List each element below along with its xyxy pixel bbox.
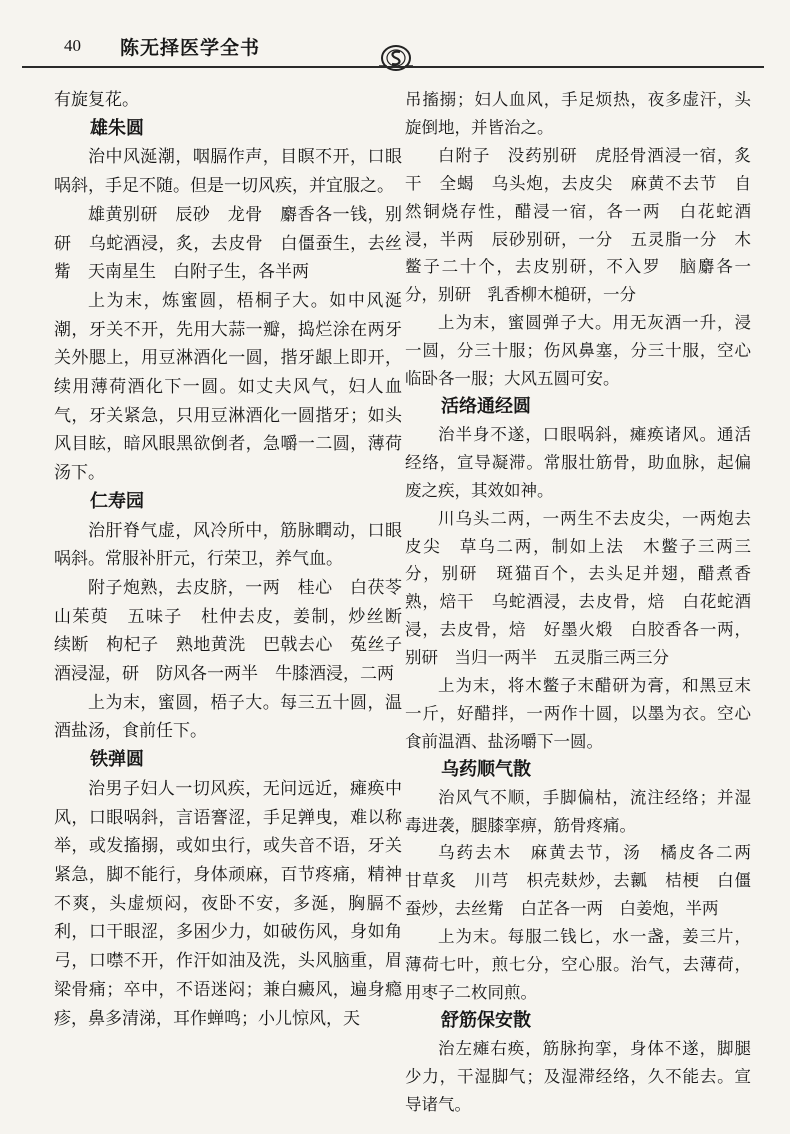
recipe-heading: 铁弹圆 xyxy=(90,749,144,771)
right-column xyxy=(405,86,768,1119)
header-rule xyxy=(22,66,764,68)
page-header xyxy=(0,0,790,78)
body-paragraph: 上为末，炼蜜圆，梧桐子大。如中风涎潮，牙关不开，先用大蒜一瓣，捣烂涂在两牙关外腮上，用豆淋酒化一圆，揩牙龈上即开，续用薄荷酒化下一圆。如丈夫风气，妇人血气，牙关紧急，只用豆淋酒化一圆揩牙；如头风目眩，暗风眼黑欲倒者，急嚼一二圆，薄荷汤下。 xyxy=(54,290,402,484)
ingredient-list: 附子炮熟，去皮脐，一两 桂心 白茯苓 山茱萸 五味子 杜仲去皮，姜制，炒丝断 续断 枸杞子 熟地黄洗 巴戟去心 菟丝子酒浸湿，研 防风各一两半 牛膝酒浸，二两 xyxy=(54,577,419,685)
left-column xyxy=(54,86,419,1033)
recipe-heading: 雄朱圆 xyxy=(90,117,144,139)
body-paragraph: 治风气不顺，手脚偏枯，流注经络；并湿毒进袭，腿膝挛痹，筋骨疼痛。 xyxy=(405,787,751,835)
body-paragraph: 吊搐搦；妇人血风，手足烦热，夜多虚汗，头旋倒地，并皆治之。 xyxy=(405,90,751,137)
body-paragraph: 治男子妇人一切风疾，无问远近，瘫痪中风，口眼㖞斜，言语謇涩，手足亸曳，难以称举，或发搐搦，或如虫行，或失音不语，牙关紧急，脚不能行，身体顽麻，百节疼痛，精神不爽，头虚烦闷，夜卧不安，多涎，胸膈不利，口干眼涩，多困少力，如破伤风，身如角弓，口噤不开，作汗如油及洗，头风脑重，眉梁骨痛；卒中，不语迷闷；兼白癜风，遍身瘾疹，鼻多清涕，耳作蝉鸣；小儿惊风，天 xyxy=(54,778,402,1029)
publisher-emblem-icon xyxy=(377,44,415,74)
body-paragraph: 上为末，将木鳖子末醋研为膏，和黑豆末一斤，好醋拌，一两作十圆，以墨为衣。空心食前温酒、盐汤嚼下一圆。 xyxy=(405,676,751,751)
body-paragraph: 治肝脊气虚，风冷所中，筋脉瞤动，口眼㖞斜。常服补肝元，行荣卫，养气血。 xyxy=(54,520,402,570)
page-number: 40 xyxy=(64,36,81,55)
recipe-heading: 舒筋保安散 xyxy=(441,1009,531,1031)
body-paragraph: 有旋复花。 xyxy=(54,90,139,110)
body-paragraph: 上为末，蜜圆，梧子大。每三五十圆，温酒盐汤，食前任下。 xyxy=(54,692,402,742)
recipe-heading: 仁寿园 xyxy=(90,490,144,512)
body-paragraph: 上为末，蜜圆弹子大。用无灰酒一升，浸一圆，分三十服；伤风鼻塞，分三十服，空心临卧各一服；大风五圆可安。 xyxy=(405,313,751,389)
recipe-heading: 乌药顺气散 xyxy=(441,758,531,780)
ingredient-list: 乌药去木 麻黄去节，汤 橘皮各二两 甘草炙 川芎 枳壳麸炒，去瓤 桔梗 白僵蚕炒，去丝觜 白芷各一两 白姜炮，半两 xyxy=(405,843,768,919)
recipe-heading: 活络通经圆 xyxy=(441,395,531,417)
body-paragraph: 上为末。每服二钱匕，水一盏，姜三片，薄荷七叶，煎七分，空心服。治气，去薄荷，用枣子二枚同煎。 xyxy=(405,927,751,1002)
body-paragraph: 治中风涎潮，咽膈作声，目瞑不开，口眼㖞斜，手足不随。但是一切风疾，并宜服之。 xyxy=(54,147,402,197)
body-paragraph: 治左瘫右痪，筋脉拘挛，身体不遂，脚腿少力，干湿脚气；及湿滞经络，久不能去。宣导诸气。 xyxy=(405,1038,751,1114)
body-paragraph: 治半身不遂，口眼㖞斜，瘫痪诸风。通活经络，宣导凝滞。常服壮筋骨，助血脉，起偏废之疾，其效如神。 xyxy=(405,424,751,500)
ingredient-list: 川乌头二两，一两生不去皮尖，一两炮去皮尖 草乌二两，制如上法 木鳖子三两三分，别研 斑猫百个，去头足并翅，醋煮香熟，焙干 乌蛇酒浸，去皮骨，焙 白花蛇酒浸，去皮骨，焙 好墨火煅 白胶香各一两，别研 当归一两半 五灵脂三两三分 xyxy=(405,508,751,668)
ingredient-list: 雄黄别研 辰砂 龙骨 麝香各一钱，别研 乌蛇酒浸，炙，去皮骨 白僵蚕生，去丝觜 天南星生 白附子生，各半两 xyxy=(54,204,402,283)
ingredient-list: 白附子 没药别研 虎胫骨酒浸一宿，炙干 全蝎 乌头炮，去皮尖 麻黄不去节 自然铜烧存性，醋浸一宿，各一两 白花蛇酒浸，半两 辰砂别研，一分 五灵脂一分 木鳖子二十个，去皮别研，不入罗 脑麝各一分，别研 乳香柳木槌研，一分 xyxy=(405,145,751,305)
book-title: 陈无择医学全书 xyxy=(120,37,261,59)
